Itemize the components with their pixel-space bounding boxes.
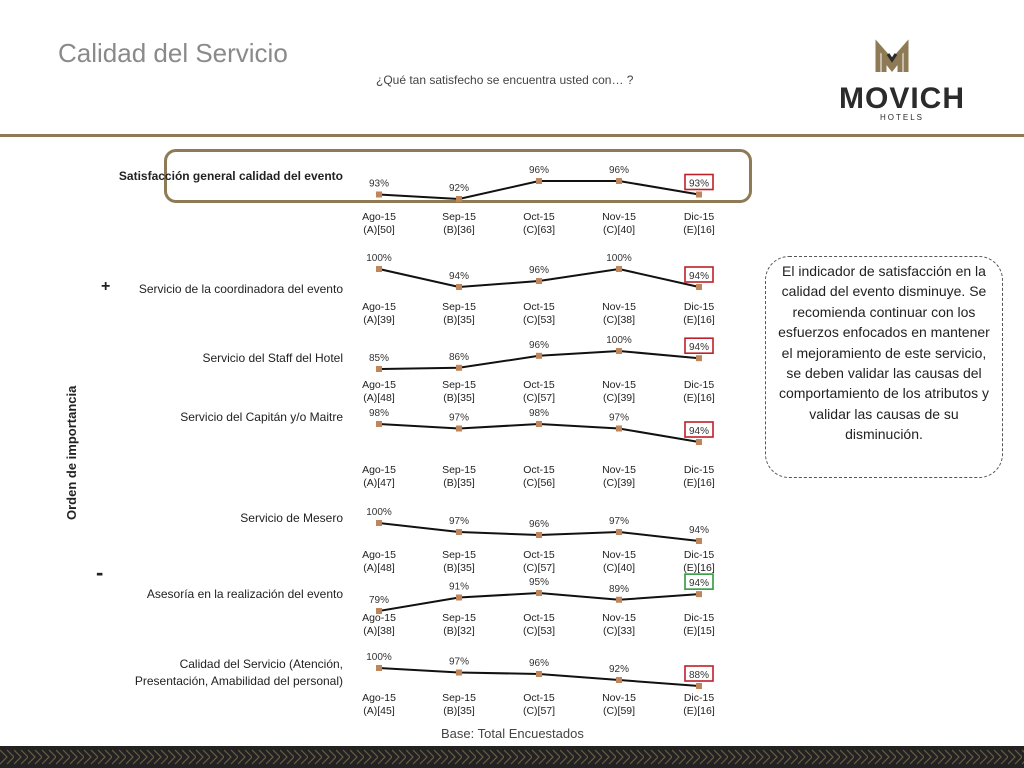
x-tick-0-1: Sep-15 [442, 211, 476, 223]
survey-question: ¿Qué tan satisfecho se encuentra usted con… ? [376, 73, 634, 87]
x-tick-1-3: Nov-15 [602, 301, 636, 313]
x-tick-0-0: Ago-15 [362, 211, 396, 223]
sample-size-6-3: (C)[59] [602, 705, 636, 717]
data-label-5-1: 91% [448, 581, 470, 593]
logo-brand: MOVICH [839, 82, 965, 115]
data-point-1-0 [376, 266, 382, 272]
data-label-1-2: 96% [528, 265, 550, 276]
data-point-0-0 [376, 192, 382, 198]
data-point-2-1 [456, 365, 462, 371]
more-important-sign: + [101, 278, 111, 295]
sample-size-4-1: (B)[35] [443, 562, 475, 574]
recommendation-note: El indicador de satisfacción en la calidad del evento disminuye. Se recomienda continuar con los esfuerzos enfocados en mantener el mejoramiento de este servicio, se deben validar las causas del comportamiento de los atributos y validar las causas de su disminución. [765, 256, 1003, 478]
sample-size-6-2: (C)[57] [522, 705, 556, 717]
data-point-0-4 [696, 192, 702, 198]
data-label-1-4: 94% [688, 271, 710, 282]
sample-size-4-4: (E)[16] [683, 562, 715, 574]
row-label-6-line-1: Calidad del Servicio (Atención, [179, 657, 343, 671]
data-label-6-2: 96% [528, 658, 550, 669]
row-label-2: Servicio del Staff del Hotel [202, 351, 343, 365]
x-tick-5-2: Oct-15 [523, 612, 555, 624]
data-label-4-2: 96% [528, 519, 550, 530]
x-tick-3-4: Dic-15 [683, 464, 715, 476]
data-label-2-4: 94% [688, 342, 710, 354]
sample-size-3-1: (B)[35] [443, 477, 475, 489]
sample-size-1-3: (C)[38] [602, 314, 636, 326]
data-label-5-3: 89% [608, 583, 630, 595]
decorative-footer-band [0, 746, 1024, 768]
x-tick-2-1: Sep-15 [442, 379, 476, 391]
row-label-6-line-2: Presentación, Amabilidad del personal) [134, 674, 343, 688]
data-label-5-0: 79% [368, 595, 390, 606]
x-tick-1-0: Ago-15 [362, 301, 396, 313]
data-point-2-0 [376, 366, 382, 372]
data-point-2-3 [616, 348, 622, 354]
data-point-5-3 [616, 597, 622, 603]
row-label-5: Asesoría en la realización del evento [146, 587, 343, 601]
row-label-1: Servicio de la coordinadora del evento [138, 282, 343, 296]
data-label-6-3: 92% [608, 664, 630, 675]
data-point-2-2 [536, 353, 542, 359]
sample-size-2-1: (B)[35] [443, 392, 475, 404]
x-tick-2-2: Oct-15 [523, 379, 555, 391]
data-label-4-3: 97% [608, 516, 630, 527]
data-point-4-1 [456, 529, 462, 535]
base-footnote: Base: Total Encuestados [441, 726, 584, 741]
x-tick-5-3: Nov-15 [602, 612, 636, 624]
row-label-4: Servicio de Mesero [240, 511, 343, 525]
x-tick-3-3: Nov-15 [602, 464, 636, 476]
sample-size-1-0: (A)[39] [363, 314, 395, 326]
row-label-3: Servicio del Capitán y/o Maitre [180, 410, 343, 424]
x-tick-2-4: Dic-15 [683, 379, 715, 391]
data-label-3-4: 94% [688, 426, 710, 437]
sample-size-2-0: (A)[48] [363, 392, 395, 404]
page-title: Calidad del Servicio [58, 38, 288, 68]
sample-size-1-2: (C)[53] [522, 314, 556, 326]
data-label-6-1: 97% [448, 656, 470, 668]
sample-size-0-4: (E)[16] [683, 224, 715, 236]
data-point-0-2 [536, 178, 542, 184]
data-point-1-2 [536, 278, 542, 284]
data-point-6-2 [536, 671, 542, 677]
data-label-4-0: 100% [366, 507, 392, 518]
sample-size-6-1: (B)[35] [443, 705, 475, 717]
data-point-6-3 [616, 677, 622, 683]
data-label-6-0: 100% [366, 652, 392, 663]
data-label-1-0: 100% [366, 253, 392, 264]
data-label-0-4: 93% [688, 178, 710, 190]
sample-size-0-2: (C)[63] [522, 224, 556, 236]
logo-sub: HOTELS [879, 113, 925, 122]
x-tick-1-4: Dic-15 [683, 301, 715, 313]
sample-size-0-0: (A)[50] [363, 224, 395, 236]
order-importance-label: Orden de importancia [64, 385, 79, 520]
sample-size-4-3: (C)[40] [602, 562, 636, 574]
data-label-3-3: 97% [608, 412, 630, 424]
x-tick-3-1: Sep-15 [442, 464, 476, 476]
data-point-1-3 [616, 266, 622, 272]
sample-size-3-0: (A)[47] [363, 477, 395, 489]
x-tick-5-0: Ago-15 [362, 612, 396, 624]
data-point-3-2 [536, 421, 542, 427]
data-label-5-2: 95% [528, 577, 550, 588]
sample-size-3-4: (E)[16] [683, 477, 715, 489]
x-tick-0-4: Dic-15 [683, 211, 715, 223]
data-point-3-0 [376, 421, 382, 427]
x-tick-1-2: Oct-15 [523, 301, 555, 313]
sample-size-2-3: (C)[39] [602, 392, 636, 404]
data-label-2-0: 85% [368, 353, 390, 364]
data-point-4-2 [536, 532, 542, 538]
data-label-0-2: 96% [528, 165, 550, 176]
data-point-0-3 [616, 178, 622, 184]
x-tick-1-1: Sep-15 [442, 301, 476, 313]
x-tick-5-4: Dic-15 [683, 612, 715, 624]
sample-size-1-4: (E)[16] [683, 314, 715, 326]
data-point-6-1 [456, 670, 462, 676]
data-point-5-1 [456, 595, 462, 601]
data-label-0-0: 93% [368, 178, 390, 190]
x-tick-4-0: Ago-15 [362, 549, 396, 561]
data-label-4-1: 97% [448, 516, 470, 527]
data-label-2-2: 96% [528, 339, 550, 351]
x-tick-6-2: Oct-15 [523, 692, 555, 704]
x-tick-2-0: Ago-15 [362, 379, 396, 391]
x-tick-5-1: Sep-15 [442, 612, 476, 624]
data-label-2-3: 100% [606, 335, 632, 346]
x-tick-3-0: Ago-15 [362, 464, 396, 476]
sample-size-4-2: (C)[57] [522, 562, 556, 574]
data-label-0-3: 96% [608, 165, 630, 176]
sample-size-0-3: (C)[40] [602, 224, 636, 236]
data-label-1-1: 94% [448, 271, 470, 282]
x-tick-0-2: Oct-15 [523, 211, 555, 223]
data-label-4-4: 94% [688, 525, 710, 536]
sample-size-6-4: (E)[16] [683, 705, 715, 717]
x-tick-2-3: Nov-15 [602, 379, 636, 391]
data-label-6-4: 88% [688, 670, 710, 681]
less-important-sign: - [96, 560, 104, 585]
data-point-1-1 [456, 284, 462, 290]
data-point-3-1 [456, 426, 462, 432]
data-point-5-4 [696, 591, 702, 597]
sample-size-5-2: (C)[53] [522, 625, 556, 637]
x-tick-6-4: Dic-15 [683, 692, 715, 704]
sample-size-3-2: (C)[56] [522, 477, 556, 489]
sample-size-0-1: (B)[36] [443, 224, 475, 236]
x-tick-4-3: Nov-15 [602, 549, 636, 561]
data-point-0-1 [456, 196, 462, 202]
sample-size-3-3: (C)[39] [602, 477, 636, 489]
x-tick-4-4: Dic-15 [683, 549, 715, 561]
data-point-1-4 [696, 284, 702, 290]
data-label-3-1: 97% [448, 412, 470, 424]
sample-size-2-4: (E)[16] [683, 392, 715, 404]
data-point-4-0 [376, 520, 382, 526]
data-point-4-3 [616, 529, 622, 535]
x-tick-6-0: Ago-15 [362, 692, 396, 704]
sample-size-5-0: (A)[38] [363, 625, 395, 637]
data-point-2-4 [696, 355, 702, 361]
row-label-0: Satisfacción general calidad del evento [118, 169, 343, 183]
data-point-6-4 [696, 683, 702, 689]
x-tick-4-2: Oct-15 [523, 549, 555, 561]
data-label-5-4: 94% [688, 578, 710, 590]
sample-size-5-4: (E)[15] [683, 625, 715, 637]
x-tick-4-1: Sep-15 [442, 549, 476, 561]
x-tick-3-2: Oct-15 [523, 464, 555, 476]
data-point-6-0 [376, 665, 382, 671]
data-label-3-2: 98% [528, 408, 550, 419]
data-point-3-3 [616, 426, 622, 432]
data-label-3-0: 98% [368, 408, 390, 419]
data-point-5-2 [536, 590, 542, 596]
x-tick-6-1: Sep-15 [442, 692, 476, 704]
data-label-0-1: 92% [448, 183, 470, 194]
sample-size-5-3: (C)[33] [602, 625, 636, 637]
sample-size-5-1: (B)[32] [443, 625, 475, 637]
sample-size-4-0: (A)[48] [363, 562, 395, 574]
data-point-4-4 [696, 538, 702, 544]
x-tick-6-3: Nov-15 [602, 692, 636, 704]
data-point-3-4 [696, 439, 702, 445]
sample-size-6-0: (A)[45] [363, 705, 395, 717]
data-label-1-3: 100% [606, 253, 632, 264]
data-label-2-1: 86% [448, 351, 470, 363]
sample-size-1-1: (B)[35] [443, 314, 475, 326]
sample-size-2-2: (C)[57] [522, 392, 556, 404]
x-tick-0-3: Nov-15 [602, 211, 636, 223]
